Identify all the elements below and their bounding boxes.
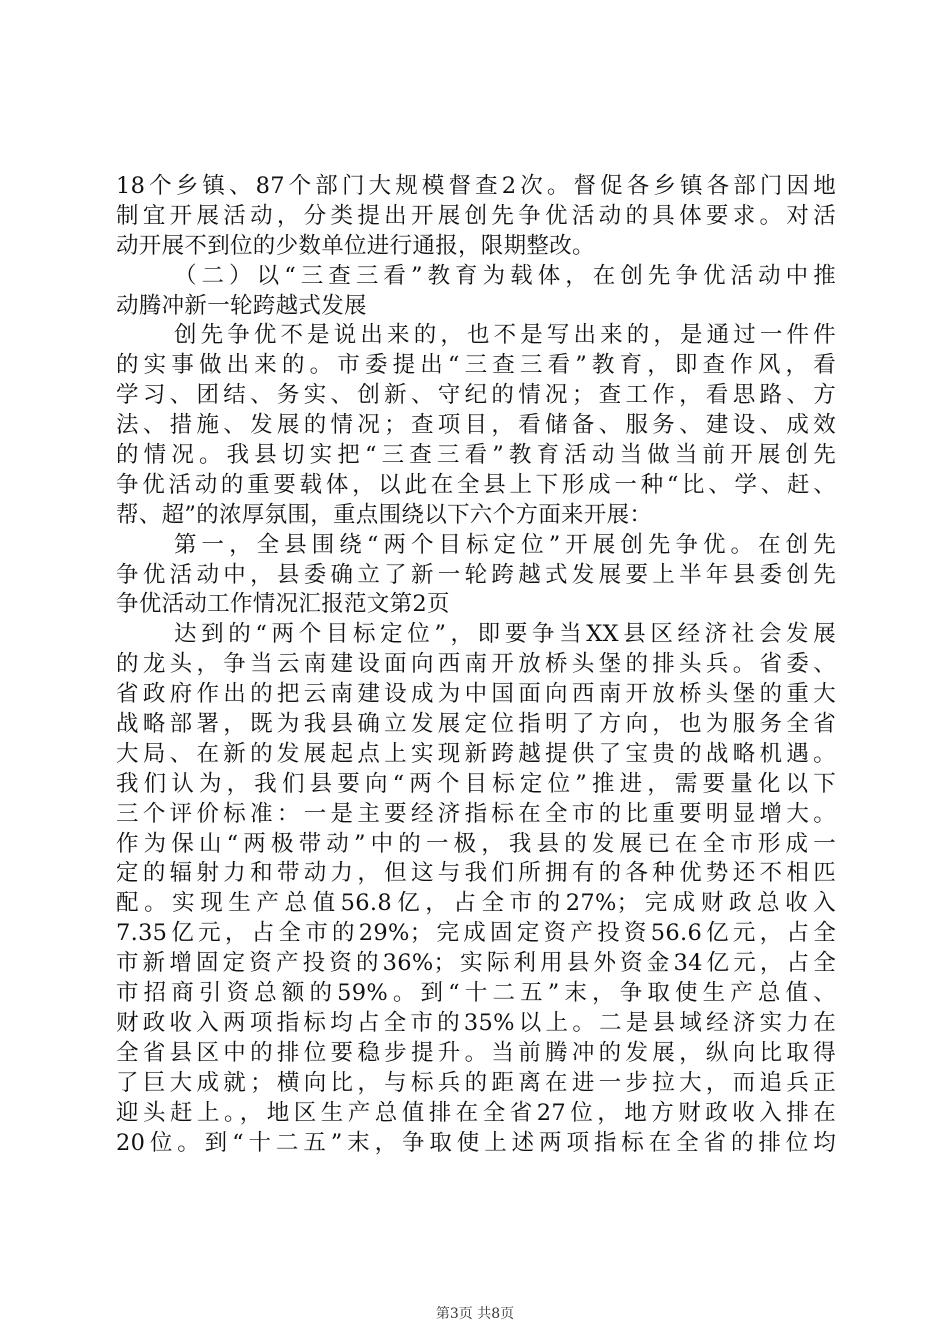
text-line: 的龙头，争当云南建设面向西南开放桥头堡的排头兵。省委、 [116,651,836,678]
text-line: 7.35亿元，占全市的29%；完成固定资产投资56.6亿元，占全 [116,920,836,947]
text-line: 三个评价标准：一是主要经济指标在全市的比重要明显增大。 [116,800,836,827]
text-line: 争优活动中，县委确立了新一轮跨越式发展要上半年县委创先 [116,561,836,588]
text-line: 学习、团结、务实、创新、守纪的情况；查工作，看思路、方 [116,382,836,409]
text-line: 全省县区中的排位要稳步提升。当前腾冲的发展，纵向比取得 [116,1039,836,1066]
text-line: 的实事做出来的。市委提出“三查三看”教育，即查作风，看 [116,352,836,379]
text-line: 省政府作出的把云南建设成为中国面向西南开放桥头堡的重大 [116,681,836,708]
text-line: 争优活动的重要载体，以此在全县上下形成一种“比、学、赶、 [116,471,836,498]
text-line: 作为保山“两极带动”中的一极，我县的发展已在全市形成一 [116,830,836,857]
text-line: 创先争优不是说出来的，也不是写出来的，是通过一件件 [174,322,836,349]
text-line: 配。实现生产总值56.8亿，占全市的27%；完成财政总收入 [116,890,836,917]
document-body [116,172,836,1158]
text-line: 市招商引资总额的59%。到“十二五”末，争取使生产总值、 [116,980,836,1007]
text-line: 了巨大成就；横向比，与标兵的距离在进一步拉大，而追兵正 [116,1069,836,1096]
text-line: 大局、在新的发展起点上实现新跨越提供了宝贵的战略机遇。 [116,740,836,767]
text-line: 第一，全县围绕“两个目标定位”开展创先争优。在创先 [174,531,836,558]
text-line: 动开展不到位的少数单位进行通报，限期整改。 [116,232,595,259]
section-heading-line: （二）以“三查三看”教育为载体，在创先争优活动中推 [174,262,836,289]
text-line: 制宜开展活动，分类提出开展创先争优活动的具体要求。对活 [116,202,836,229]
text-line: 财政收入两项指标均占全市的35%以上。二是县域经济实力在 [116,1009,836,1036]
text-line: 达到的“两个目标定位”，即要争当XX县区经济社会发展 [174,621,836,648]
text-line: 帮、超”的浓厚氛围，重点围绕以下六个方面来开展： [116,501,653,528]
text-line: 法、措施、发展的情况；查项目，看储备、服务、建设、成效 [116,412,836,439]
text-line: 我们认为，我们县要向“两个目标定位”推进，需要量化以下 [116,770,836,797]
text-line: 18个乡镇、87个部门大规模督查2次。督促各乡镇各部门因地 [116,173,836,199]
text-line: 迎头赶上。，地区生产总值排在全省27位，地方财政收入排在 [116,1099,836,1126]
text-line: 20位。到“十二五”末，争取使上述两项指标在全省的排位均 [116,1129,836,1156]
text-line: 的情况。我县切实把“三查三看”教育活动当做当前开展创先 [116,442,836,469]
text-line: 争优活动工作情况汇报范文第2页 [116,591,450,618]
text-line: 战略部署，既为我县确立发展定位指明了方向，也为服务全省 [116,711,836,738]
text-line: 定的辐射力和带动力，但这与我们所拥有的各种优势还不相匹 [116,860,836,887]
section-heading-line: 动腾冲新一轮跨越式发展 [116,292,367,319]
page-number-footer: 第3页 共8页 [435,1306,515,1322]
text-line: 市新增固定资产投资的36%；实际利用县外资金34亿元，占全 [116,950,836,977]
